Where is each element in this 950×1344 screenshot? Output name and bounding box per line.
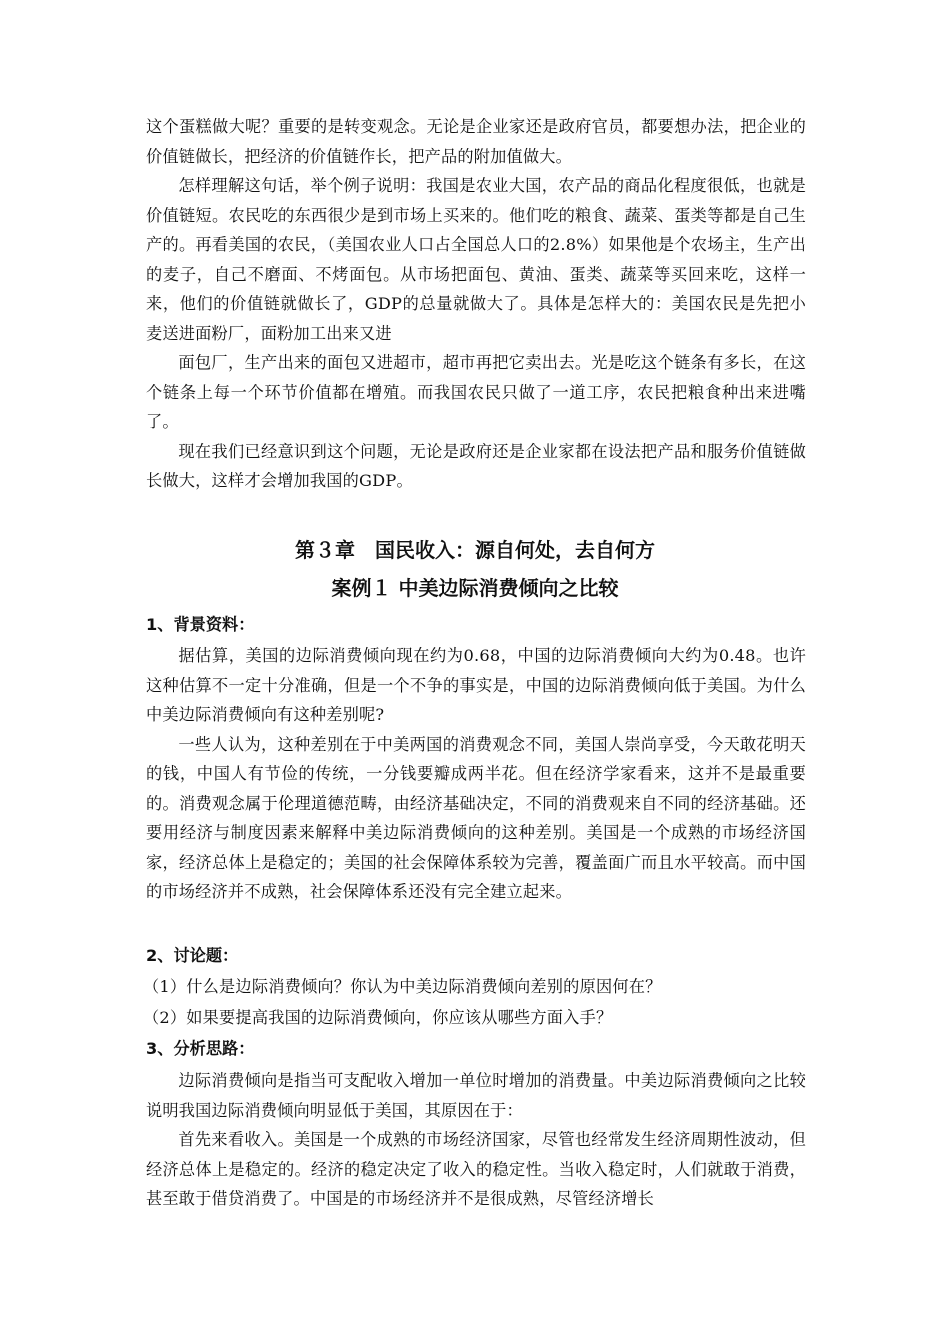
top-paragraphs [146,112,806,496]
paragraph: 首先来看收入。美国是一个成熟的市场经济国家，尽管也经常发生经济周期性波动，但经济总体上是稳定的。经济的稳定决定了收入的稳定性。当收入稳定时，人们就敢于消费，甚至敢于借贷消费了。中国是的市场经济并不是很成熟，尽管经济增长 [146,1130,806,1208]
analysis-paragraphs [146,1066,806,1214]
case-title: 案例１ 中美边际消费倾向之比较 [331,576,619,600]
background-paragraphs [146,641,806,907]
discussion-question: （1）什么是边际消费倾向？你认为中美边际消费倾向差别的原因何在？ [143,977,662,996]
chapter-title: 第３章 国民收入：源自何处，去自何方 [295,538,655,562]
paragraph: 一些人认为，这种差别在于中美两国的消费观念不同，美国人崇尚享受，今天敢花明天的钱，中国人有节俭的传统，一分钱要瓣成两半花。但在经济学家看来，这并不是最重要的。消费观念属于伦理道德范畴，由经济基础决定，不同的消费观来自不同的经济基础。还要用经济与制度因素来解释中美边际消费倾向的这种差别。美国是一个成熟的市场经济国家，经济总体上是稳定的；美国的社会保障体系较为完善，覆盖面广而且水平较高。而中国的市场经济并不成熟，社会保障体系还没有完全建立起来。 [146,734,806,901]
paragraph: 这个蛋糕做大呢？重要的是转变观念。无论是企业家还是政府官员，都要想办法，把企业的价值链做长，把经济的价值链作长，把产品的附加值做大。 [146,117,806,166]
paragraph: 据估算，美国的边际消费倾向现在约为0.68，中国的边际消费倾向大约为0.48。也许这种估算不一定十分准确，但是一个不争的事实是，中国的边际消费倾向低于美国。为什么中美边际消费倾向有这种差别呢? [146,646,806,724]
paragraph: 怎样理解这句话，举个例子说明：我国是农业大国，农产品的商品化程度很低，也就是价值链短。农民吃的东西很少是到市场上买来的。他们吃的粮食、蔬菜、蛋类等都是自己生产的。再看美国的农民，（美国农业人口占全国总人口的2.8%）如果他是个农场主，生产出的麦子，自己不磨面、不烤面包。从市场把面包、黄油、蛋类、蔬菜等买回来吃，这样一来，他们的价值链就做长了，GDP的总量就做大了。具体是怎样大的：美国农民是先把小麦送进面粉厂，面粉加工出来又进 [146,176,806,343]
section-heading-discussion: 2、讨论题： [146,946,239,965]
discussion-question: （2）如果要提高我国的边际消费倾向，你应该从哪些方面入手？ [143,1008,613,1027]
paragraph: 边际消费倾向是指当可支配收入增加一单位时增加的消费量。中美边际消费倾向之比较说明我国边际消费倾向明显低于美国，其原因在于： [146,1071,806,1120]
paragraph: 面包厂，生产出来的面包又进超市，超市再把它卖出去。光是吃这个链条有多长，在这个链条上每一个环节价值都在增殖。而我国农民只做了一道工序，农民把粮食种出来进嘴了。 [146,353,806,431]
paragraph: 现在我们已经意识到这个问题，无论是政府还是企业家都在设法把产品和服务价值链做长做大，这样才会增加我国的GDP。 [146,441,806,490]
section-heading-background: 1、背景资料： [146,615,255,634]
section-heading-analysis: 3、分析思路： [146,1039,255,1058]
